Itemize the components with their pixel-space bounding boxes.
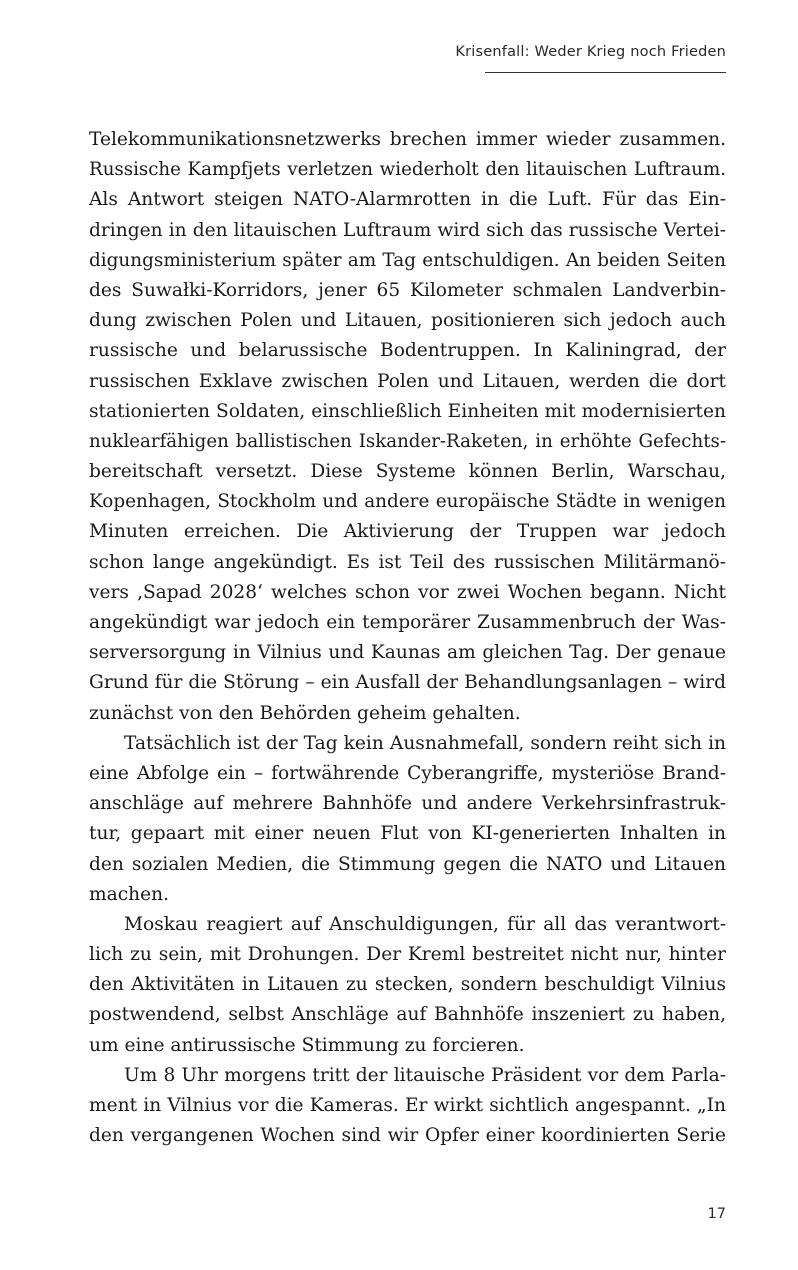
paragraph [89, 125, 726, 729]
text-line: vers ‚Sapad 2028‘ welches schon vor zwei Wochen begann. Nicht [89, 581, 726, 603]
text-line: den sozialen Medien, die Stimmung gegen die NATO und Litauen [89, 853, 726, 875]
text-line: machen. [89, 883, 169, 905]
text-line: Telekommunikationsnetzwerks brechen immer wieder zusammen. [89, 129, 726, 150]
text-line: dung zwischen Polen und Litauen, positionieren sich jedoch auch [89, 310, 726, 332]
paragraph [89, 910, 726, 1061]
text-line: russischen Exklave zwischen Polen und Litauen, werden die dort [89, 370, 726, 392]
text-line: dringen in den litauischen Luftraum wird sich das russische Vertei- [89, 219, 726, 241]
text-line: des Suwałki-Korridors, jener 65 Kilometer schmalen Landverbin- [89, 279, 726, 301]
text-line: ment in Vilnius vor die Kameras. Er wirkt sichtlich angespannt. „In [89, 1095, 726, 1116]
text-line: russische und belarussische Bodentruppen. In Kaliningrad, der [89, 340, 726, 362]
text-line: zunächst von den Behörden geheim gehalten. [89, 702, 521, 724]
text-line: um eine antirussische Stimmung zu forcieren. [89, 1034, 525, 1056]
text-line: stationierten Soldaten, einschließlich Einheiten mit modernisierten [89, 400, 726, 422]
text-line: digungsministerium später am Tag entschuldigen. An beiden Seiten [89, 249, 726, 271]
header-rule [485, 72, 726, 73]
paragraph [89, 1061, 726, 1152]
text-line: Grund für die Störung – ein Ausfall der Behandlungsanlagen – wird [89, 672, 726, 694]
text-line: serversorgung in Vilnius und Kaunas am gleichen Tag. Der genaue [89, 642, 726, 664]
text-line: angekündigt war jedoch ein temporärer Zusammenbruch der Was- [89, 612, 726, 633]
text-line: Kopenhagen, Stockholm und andere europäische Städte in wenigen [89, 491, 726, 513]
text-line: Um 8 Uhr morgens tritt der litauische Präsident vor dem Parla- [124, 1064, 726, 1086]
text-line: schon lange angekündigt. Es ist Teil des russischen Militärmanö- [89, 551, 726, 573]
text-line: Tatsächlich ist der Tag kein Ausnahmefall, sondern reiht sich in [124, 732, 726, 754]
text-line: postwendend, selbst Anschläge auf Bahnhöfe inszeniert zu haben, [89, 1004, 726, 1026]
text-line: lich zu sein, mit Drohungen. Der Kreml bestreitet nicht nur, hinter [89, 944, 726, 966]
text-line: bereitschaft versetzt. Diese Systeme können Berlin, Warschau, [89, 461, 726, 483]
text-line: nuklearfähigen ballistischen Iskander-Raketen, in erhöhte Gefechts- [89, 430, 726, 452]
text-line: anschläge auf mehrere Bahnhöfe und andere Verkehrsinfrastruk- [89, 793, 726, 815]
page-number: 17 [707, 1206, 726, 1222]
text-line: den vergangenen Wochen sind wir Opfer einer koordinierten Serie [89, 1125, 726, 1147]
body-text [89, 125, 726, 1151]
text-line: eine Abfolge ein – fortwährende Cyberangriffe, mysteriöse Brand- [89, 762, 726, 784]
text-line: Russische Kampfjets verletzen wiederholt den litauischen Luftraum. [89, 159, 726, 181]
text-line: Moskau reagiert auf Anschuldigungen, für all das verantwort- [124, 913, 726, 935]
text-line: tur, gepaart mit einer neuen Flut von KI-generierten Inhalten in [89, 823, 726, 845]
text-line: Als Antwort steigen NATO-Alarmrotten in die Luft. Für das Ein- [89, 189, 726, 211]
paragraph [89, 729, 726, 910]
text-line: Minuten erreichen. Die Aktivierung der Truppen war jedoch [89, 521, 726, 543]
text-line: den Aktivitäten in Litauen zu stecken, sondern beschuldigt Vilnius [89, 974, 726, 996]
running-title: Krisenfall: Weder Krieg noch Frieden [455, 44, 726, 60]
